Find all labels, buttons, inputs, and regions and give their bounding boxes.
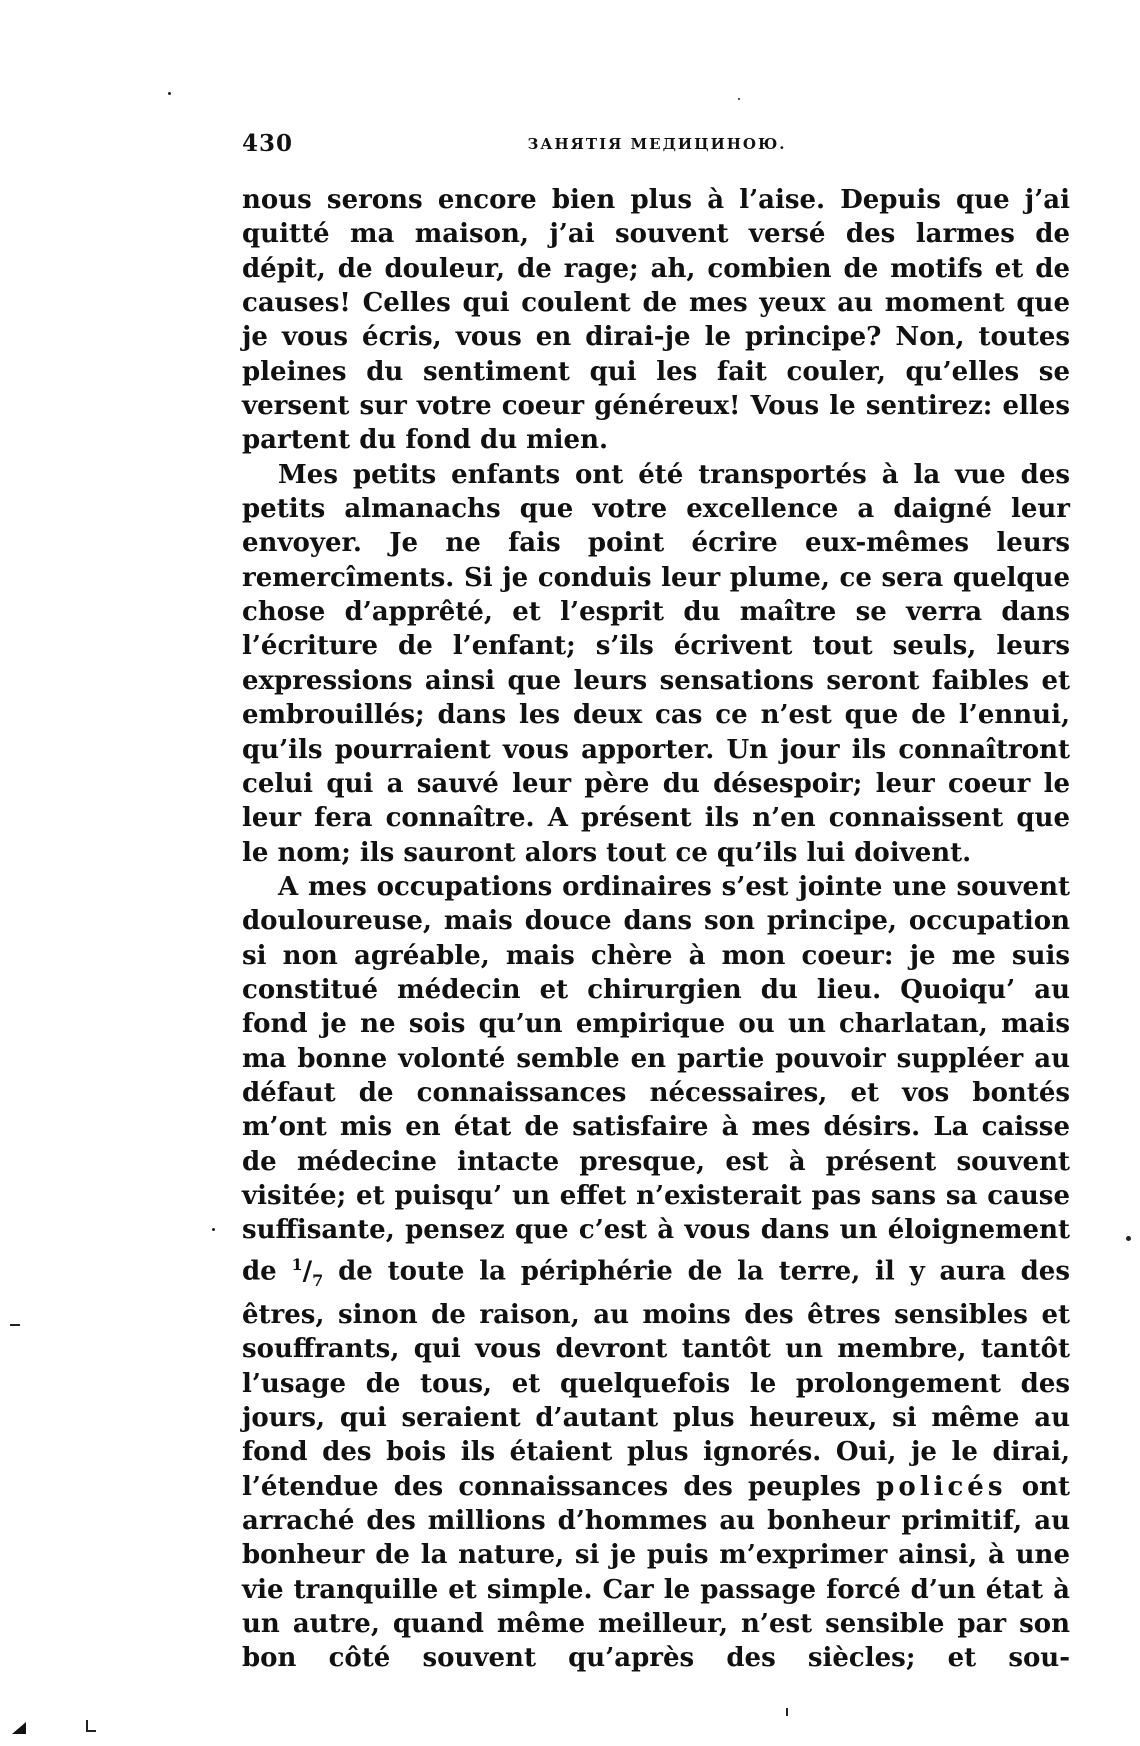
fraction-denominator: 7: [312, 1270, 324, 1290]
scan-speck: [168, 92, 171, 95]
body-text: [242, 183, 1070, 1676]
fraction-slash: /: [302, 1256, 313, 1287]
scan-speck: [738, 98, 740, 100]
page-number: 430: [242, 130, 294, 157]
paragraph-2: Mes petits enfants ont été transportés à la vue des petits almanachs que votre excellence a daigné leur envoyer. Je ne fais point écrire eux-mêmes leurs remercîments. Si je conduis leur plume, ce sera quelque chose d’apprêté, et l’esprit du maître se verra dans l’écriture de l’enfant; s’ils écrivent tout seuls, leurs expressions ainsi que leurs sensations seront faibles et embrouillés; dans les deux cas ce n’est que de l’ennui, qu’ils pourraient vous apporter. Un jour ils connaîtront celui qui a sauvé leur père du désespoir; leur coeur le leur fera connaître. A présent ils n’en connaissent que le nom; ils sauront alors tout ce qu’ils lui doivent.: [242, 459, 1070, 868]
scan-speck: [1126, 1236, 1131, 1241]
paragraph-1: nous serons encore bien plus à l’aise. Depuis que j’ai quitté ma maison, j’ai souvent versé des larmes de dépit, de douleur, de rage; ah, combien de motifs et de causes! Celles qui coulent de mes yeux au moment que je vous écris, vous en dirai-je le principe? Non, toutes pleines du sentiment qui les fait couler, qu’elles se versent sur votre coeur généreux! Vous le sentirez: elles partent du fond du mien.: [242, 185, 1070, 456]
paragraph-3-part-2: de toute la périphérie de la terre, il y aura des êtres, sinon de raison, au moins des êtres sensibles et souffrants, qui vous devront tantôt un membre, tantôt l’usage de tous, et quelquefois le prolongement des jours, qui seraient d’autant plus heureux, si même au fond des bois ils étaient plus ignorés. Oui, je le dirai, l’étendue des connaissances des peuples: [242, 1256, 1070, 1502]
paragraph-3-part-1: A mes occupations ordinaires s’est jointe une souvent douloureuse, mais douce dans son principe, occupation si non agréable, mais chère à mon coeur: je me suis constitué médecin et chirurgien du lieu. Quoiqu’ au fond je ne sois qu’un empirique ou un charlatan, mais ma bonne volonté semble en partie pouvoir suppléer au défaut de connaissances nécessaires, et vos bontés m’ont mis en état de satisfaire à mes désirs. La caisse de médecine intacte presque, est à présent souvent visitée; et puisqu’ un effet n’existerait pas sans sa cause suffisante, pensez que c’est à vous dans un éloignement de: [242, 871, 1070, 1287]
running-head: ЗАНЯТІЯ МЕДИЦИНОЮ.: [527, 135, 787, 153]
scan-speck: [212, 1228, 215, 1231]
spaced-word: policés: [876, 1471, 1007, 1502]
paragraph-3-part-3: ont arraché des millions d’hommes au bonheur primitif, au bonheur de la nature, si je puis m’exprimer ainsi, à une vie tranquille et simple. Car le passage forcé d’un état à un autre, quand même meilleur, n’est sensible par son bon côté souvent qu’après des siècles; et sou-: [242, 1471, 1070, 1674]
paragraph-3: [242, 870, 1070, 1676]
page-header: [242, 130, 1072, 162]
fraction-numerator: 1: [291, 1254, 303, 1274]
scan-corner-mark: [12, 1722, 26, 1734]
scan-mark: [10, 1324, 20, 1326]
scan-mark: [786, 1708, 788, 1716]
scan-mark: [86, 1730, 96, 1732]
